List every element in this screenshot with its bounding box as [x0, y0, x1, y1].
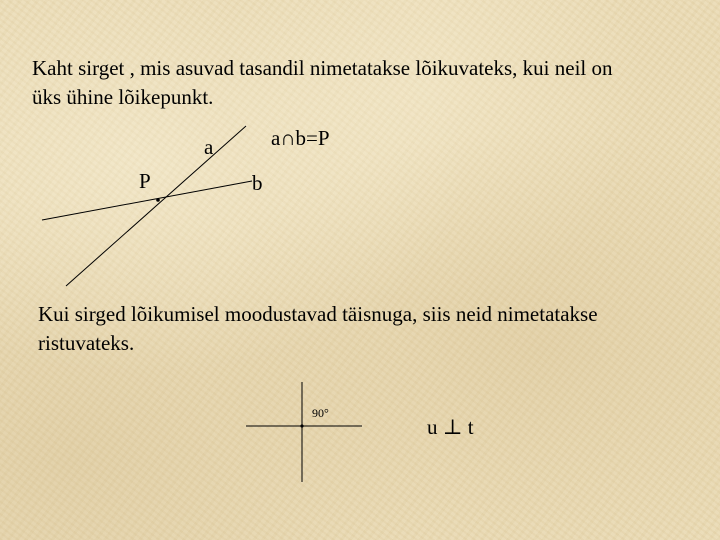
line-a-label: a — [204, 135, 214, 159]
intersection-formula: a∩b=P — [271, 126, 330, 150]
perpendicular-formula: u ⊥ t — [427, 415, 474, 439]
right-angle-label: 90° — [312, 406, 329, 420]
perpendicular-lines-figure — [246, 382, 474, 482]
definition-line-2: üks ühine lõikepunkt. — [32, 85, 214, 109]
definition-line-1: Kaht sirget , mis asuvad tasandil nimetatakse lõikuvateks, kui neil on — [32, 56, 613, 80]
line-a — [66, 126, 246, 286]
line-b-label: b — [252, 171, 263, 195]
perpendicular-line-1: Kui sirged lõikumisel moodustavad täisnuga, siis neid nimetatakse — [38, 302, 598, 326]
perpendicular-line-2: ristuvateks. — [38, 331, 135, 355]
perpendicular-point — [300, 424, 303, 427]
intersecting-lines-figure — [42, 126, 330, 286]
intersection-point — [156, 198, 160, 202]
point-p-label: P — [139, 169, 151, 193]
